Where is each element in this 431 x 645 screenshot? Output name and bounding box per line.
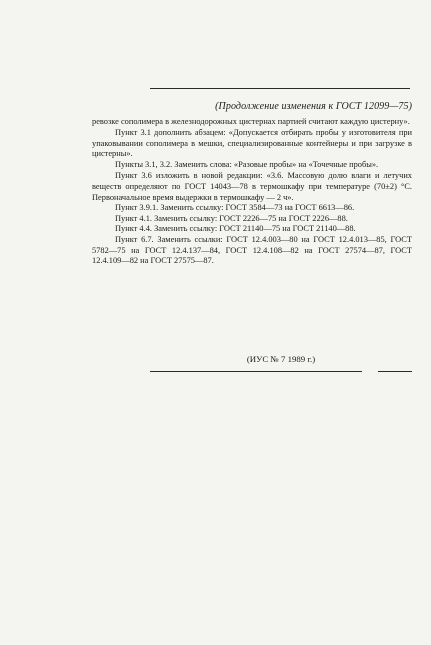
paragraph-item-4-1: Пункт 4.1. Заменить ссылку: ГОСТ 2226—75 на ГОСТ 2226—88. [115,213,348,223]
paragraph-item-3-9-1: Пункт 3.9.1. Заменить ссылку: ГОСТ 3584—73 на ГОСТ 6613—86. [115,203,355,213]
ius-reference: (ИУС № 7 1989 г.) [246,354,316,364]
bottom-divider [150,371,362,372]
bottom-divider-tail [378,371,412,372]
paragraph-items-3-1-3-2: Пункты 3.1, 3.2. Заменить слова: «Разовые пробы» на «Точечные пробы». [115,160,379,170]
top-divider [150,88,410,89]
paragraph-item-6-7: Пункт 6.7. Заменить ссылки: ГОСТ 12.4.003—80 на ГОСТ 12.4.013—85, ГОСТ 5782—75 на ГОСТ 12.4.137—84, ГОСТ 12.4.108—82 на ГОСТ 27574—87, ГОСТ 12.4.109—82 на ГОСТ 27575—87. [92,235,412,266]
amendment-text [92,117,412,267]
paragraph-item-3-6: Пункт 3.6 изложить в новой редакции: «3.6. Массовую долю влаги и летучих веществ определяют по ГОСТ 14043—78 в термошкафу при температуре (70±2) °С. Первоначальное время выдержки в термошкафу — 2 ч». [92,171,412,202]
continuation-header: (Продолжение изменения к ГОСТ 12099—75) [215,101,412,112]
paragraph-item-3-1: Пункт 3.1 дополнить абзацем: «Допускается отбирать пробы у изготовителя при упаковывании сополимера в мешки, специализированные контейнеры и при загрузке в цистерны». [92,128,412,159]
paragraph-continuation: ревозке сополимера в железнодорожных цистернах партией считают каждую цистерну». [92,117,410,126]
paragraph-item-4-4: Пункт 4.4. Заменить ссылку: ГОСТ 21140—75 на ГОСТ 21140—88. [115,224,356,234]
